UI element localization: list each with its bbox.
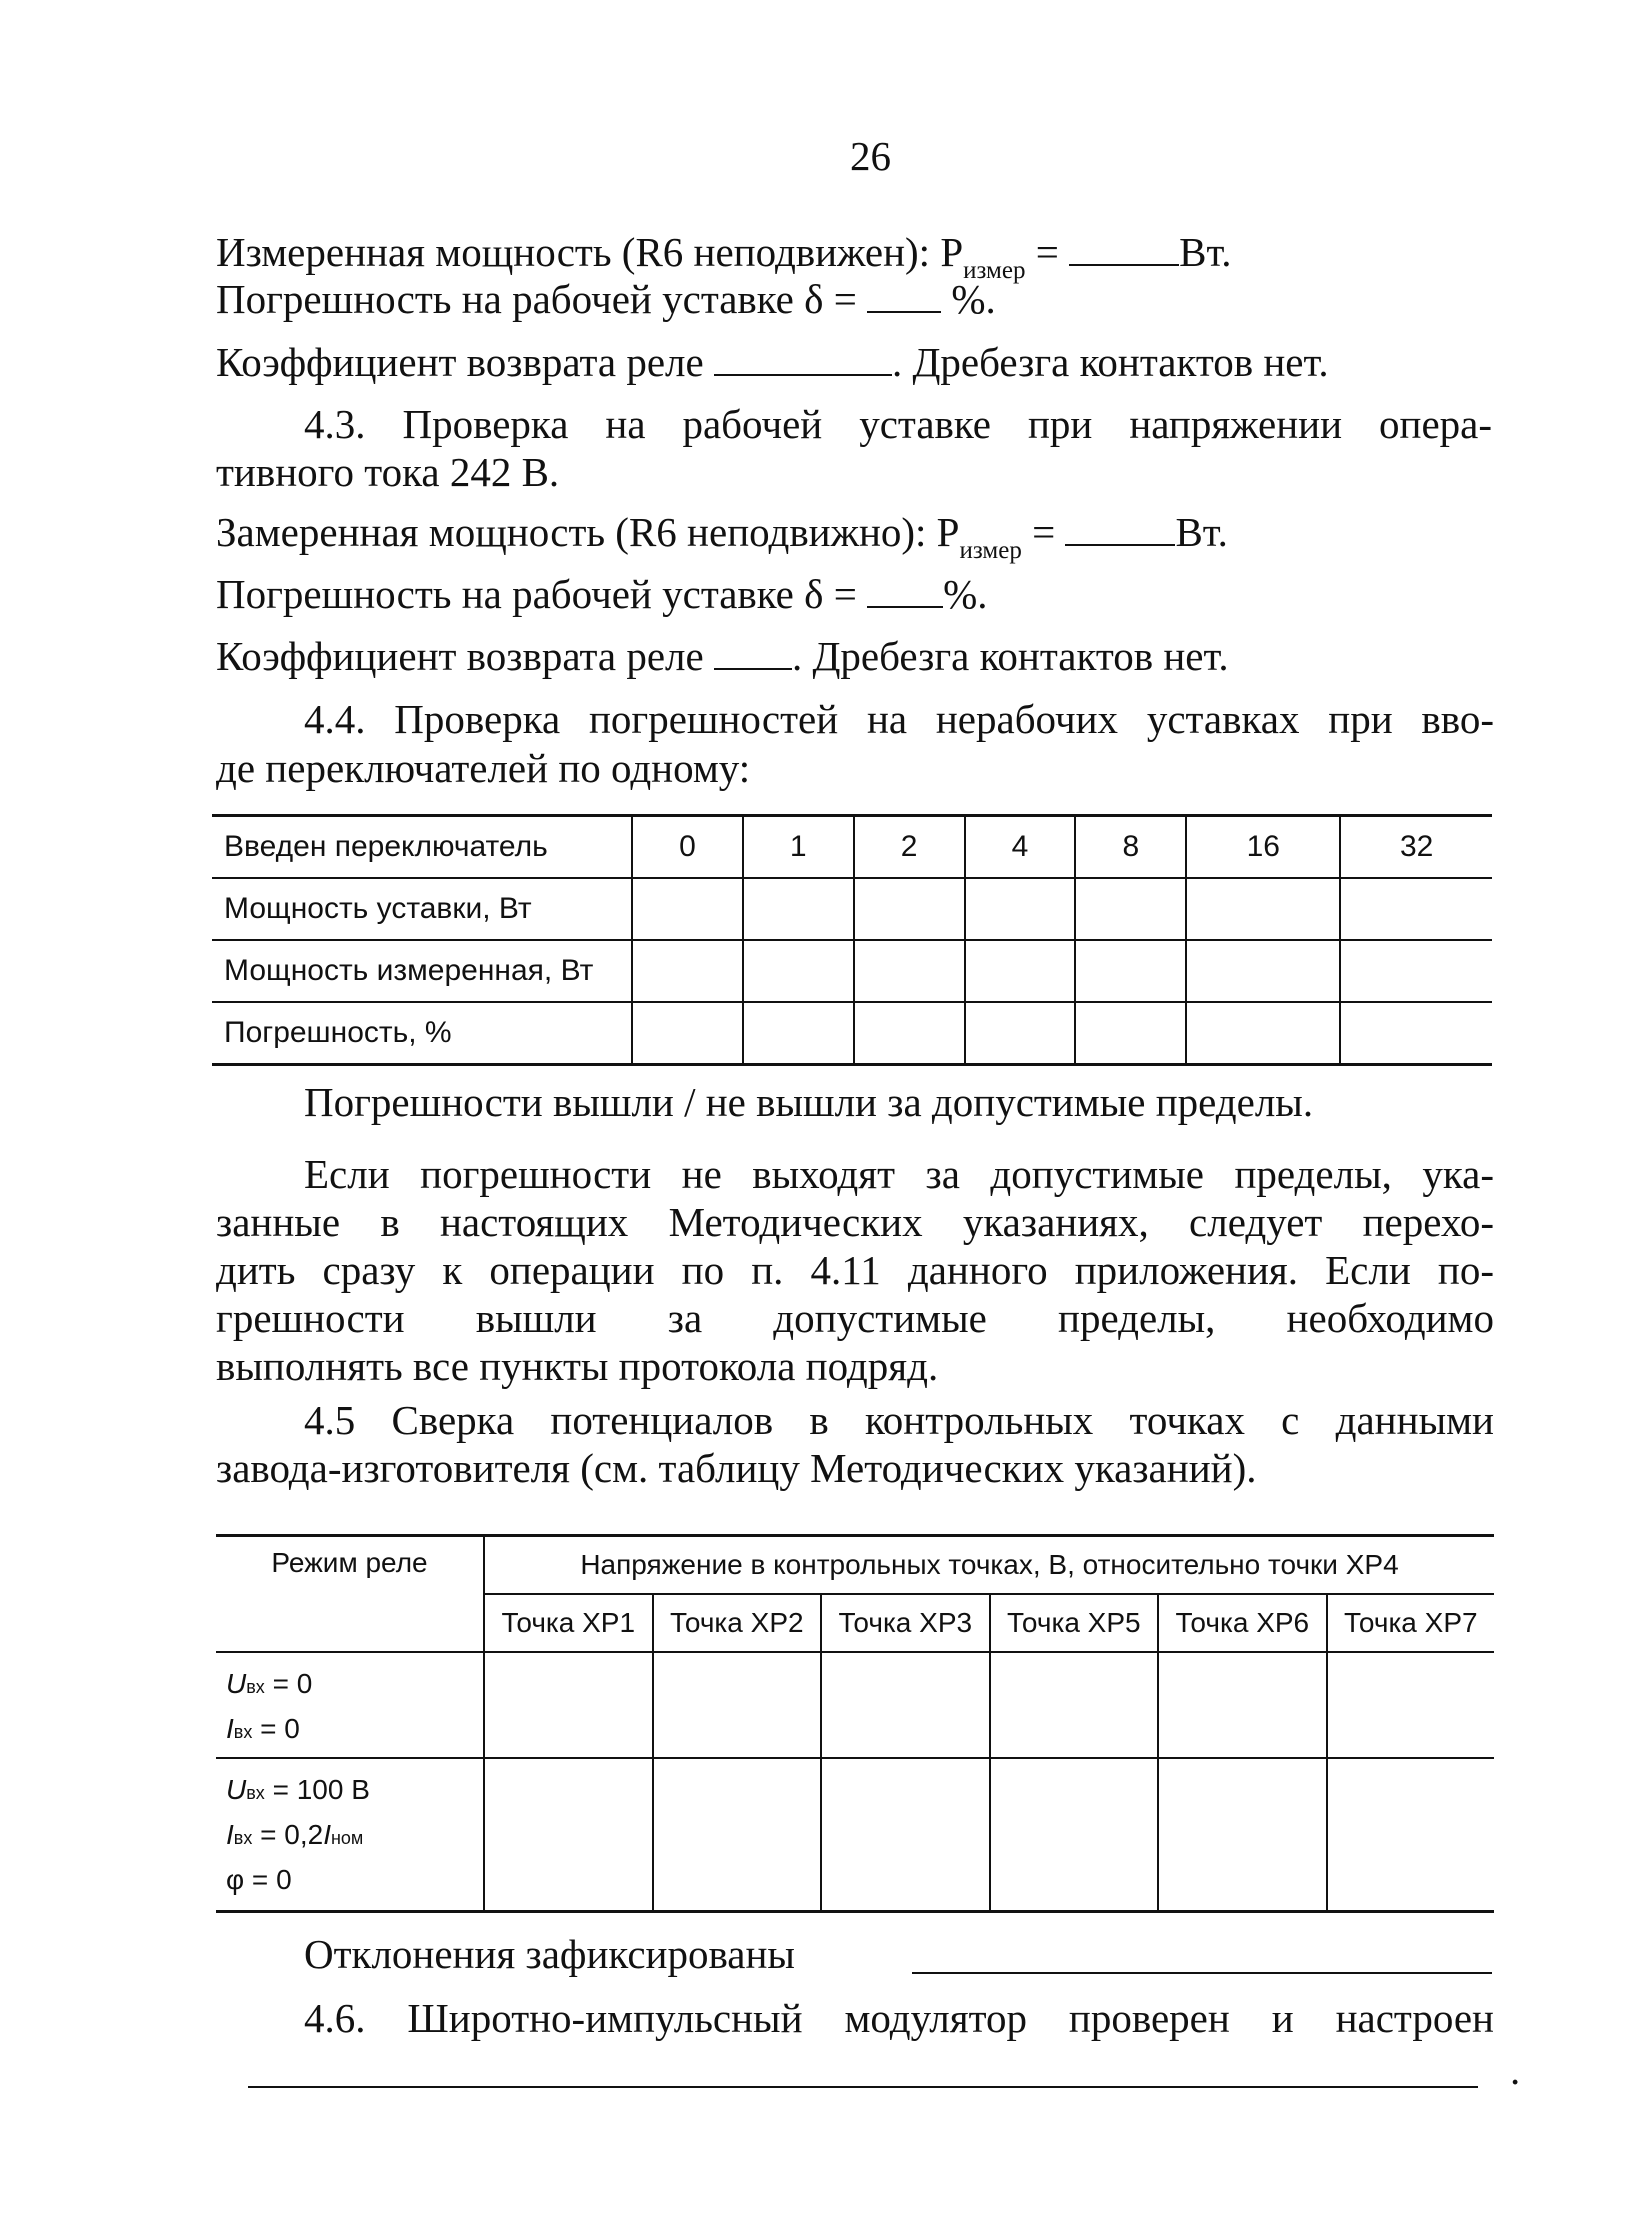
- potentials-table: [216, 1534, 1494, 1913]
- point-header: Точка XP7: [1327, 1594, 1494, 1652]
- paragraph-line: Если погрешности не выходят за допустимые пределы, ука-: [304, 1151, 1494, 1197]
- section-4-4-line-2: де переключателей по одному:: [216, 745, 751, 791]
- paragraph-line: грешности вышли за допустимые пределы, необходимо: [216, 1295, 1494, 1341]
- paragraph-line: дить сразу к операции по п. 4.11 данного приложения. Если по-: [216, 1247, 1494, 1293]
- mode-phase: φ = 0: [226, 1863, 292, 1895]
- measured-power-label-1: Измеренная мощность (R6 неподвижен): P: [216, 229, 964, 275]
- deviations-blank: [912, 1972, 1492, 1974]
- mode-current: Iвх = 0,2Iном: [226, 1818, 364, 1850]
- table-cell: [821, 1758, 990, 1912]
- table-cell: [632, 1002, 743, 1065]
- measured-power-line-2: [216, 508, 1228, 563]
- table-cell: [632, 940, 743, 1002]
- table-cell: [965, 878, 1076, 940]
- table-cell: [653, 1758, 822, 1912]
- table-cell: [990, 1758, 1159, 1912]
- table-cell: [1340, 940, 1492, 1002]
- table-cell: [1327, 1652, 1494, 1758]
- table-cell: [854, 878, 965, 940]
- page-number: 26: [850, 133, 891, 179]
- mode-header: Режим реле: [216, 1536, 484, 1652]
- column-header: 4: [965, 816, 1076, 879]
- mode-voltage: Uвх = 100 В: [226, 1773, 370, 1805]
- table-cell: [990, 1652, 1159, 1758]
- p-subscript-2: измер: [959, 537, 1022, 564]
- table-header-label: Введен переключатель: [212, 816, 632, 879]
- percent-1: %.: [941, 276, 996, 322]
- table-cell: [1186, 1002, 1340, 1065]
- table-cell: [1158, 1652, 1327, 1758]
- power-blank-2: [1065, 510, 1175, 546]
- table-cell: [1327, 1758, 1494, 1912]
- table-row: [212, 1002, 1492, 1065]
- table-cell: [1186, 878, 1340, 940]
- table-cell: [821, 1652, 990, 1758]
- bounce-text-1: . Дребезга контактов нет.: [891, 339, 1329, 385]
- paragraph-line: занные в настоящих Методических указаниях, следует перехо-: [216, 1199, 1494, 1245]
- section-4-5-line-2: завода-изготовителя (см. таблицу Методических указаний).: [216, 1445, 1257, 1491]
- percent-2: %.: [943, 571, 988, 617]
- return-coef-line-2: [216, 632, 1229, 680]
- paragraph-line: выполнять все пункты протокола подряд.: [216, 1343, 939, 1389]
- return-coef-blank-1: [714, 340, 892, 376]
- table-cell: [743, 1002, 854, 1065]
- errors-status-line: Погрешности вышли / не вышли за допустимые пределы.: [304, 1079, 1314, 1125]
- measured-power-label-2: Замеренная мощность (R6 неподвижно): P: [216, 509, 960, 555]
- equals-2: =: [1021, 509, 1066, 555]
- return-coef-line-1: [216, 338, 1329, 386]
- table-cell: [743, 878, 854, 940]
- table-row: [212, 940, 1492, 1002]
- mode-current: Iвх = 0: [226, 1712, 300, 1744]
- column-header: 1: [743, 816, 854, 879]
- table-cell: [1158, 1758, 1327, 1912]
- table-cell: [484, 1652, 653, 1758]
- row-label: Погрешность, %: [212, 1002, 632, 1065]
- voltage-group-header: Напряжение в контрольных точках, В, относительно точки XP4: [484, 1536, 1494, 1594]
- error-blank-2: [867, 572, 943, 608]
- equals-1: =: [1025, 229, 1070, 275]
- row-label: Мощность измеренная, Вт: [212, 940, 632, 1002]
- table-cell: [484, 1758, 653, 1912]
- return-coef-label-2: Коэффициент возврата реле: [216, 633, 714, 679]
- table-cell: [854, 1002, 965, 1065]
- deviations-label: Отклонения зафиксированы: [304, 1931, 795, 1977]
- table-cell: [965, 940, 1076, 1002]
- table-cell: [743, 940, 854, 1002]
- section-4-4-line-1: 4.4. Проверка погрешностей на нерабочих уставках при вво-: [304, 696, 1494, 742]
- point-header: Точка XP5: [990, 1594, 1159, 1652]
- table-cell: [965, 1002, 1076, 1065]
- signature-blank: [248, 2086, 1478, 2088]
- end-period: .: [1510, 2047, 1521, 2093]
- table-cell: [1075, 940, 1186, 1002]
- deviations-line: [304, 1930, 795, 1978]
- error-line-1: [216, 275, 996, 323]
- row-label: Мощность уставки, Вт: [212, 878, 632, 940]
- watt-unit-2: Вт.: [1175, 509, 1228, 555]
- mode-voltage: Uвх = 0: [226, 1667, 313, 1699]
- table-row: [212, 878, 1492, 940]
- column-header: 2: [854, 816, 965, 879]
- column-header: 8: [1075, 816, 1186, 879]
- table-cell: [1340, 1002, 1492, 1065]
- table-cell: [632, 878, 743, 940]
- mode-cell: [216, 1652, 484, 1758]
- error-line-2: [216, 570, 987, 618]
- point-header: Точка XP3: [821, 1594, 990, 1652]
- point-header: Точка XP6: [1158, 1594, 1327, 1652]
- error-label-1: Погрешность на рабочей уставке δ =: [216, 276, 868, 322]
- table-header-row: [216, 1536, 1494, 1594]
- column-header: 16: [1186, 816, 1340, 879]
- mode-cell: [216, 1758, 484, 1912]
- error-label-2: Погрешность на рабочей уставке δ =: [216, 571, 868, 617]
- section-4-3-line-2: тивного тока 242 В.: [216, 449, 560, 495]
- point-header: Точка XP1: [484, 1594, 653, 1652]
- table-cell: [1075, 1002, 1186, 1065]
- table-cell: [854, 940, 965, 1002]
- section-4-3-line-1: 4.3. Проверка на рабочей уставке при напряжении опера-: [304, 401, 1492, 447]
- section-4-5-line-1: 4.5 Сверка потенциалов в контрольных точках с данными: [304, 1397, 1494, 1443]
- return-coef-blank-2: [714, 634, 792, 670]
- column-header: 0: [632, 816, 743, 879]
- bounce-text-2: . Дребезга контактов нет.: [791, 633, 1229, 679]
- column-header: 32: [1340, 816, 1492, 879]
- table-header-row: [212, 816, 1492, 879]
- table-row: [216, 1652, 1494, 1758]
- table-cell: [653, 1652, 822, 1758]
- table-cell: [1340, 878, 1492, 940]
- point-header: Точка XP2: [653, 1594, 822, 1652]
- section-4-6-line: 4.6. Широтно-импульсный модулятор проверен и настроен: [304, 1995, 1494, 2041]
- p-subscript-1: измер: [963, 257, 1026, 284]
- watt-unit-1: Вт.: [1179, 229, 1232, 275]
- power-blank-1: [1069, 230, 1179, 266]
- error-blank-1: [867, 277, 941, 313]
- table-cell: [1075, 878, 1186, 940]
- switch-error-table: [212, 814, 1492, 1066]
- table-cell: [1186, 940, 1340, 1002]
- return-coef-label-1: Коэффициент возврата реле: [216, 339, 714, 385]
- table-row: [216, 1758, 1494, 1912]
